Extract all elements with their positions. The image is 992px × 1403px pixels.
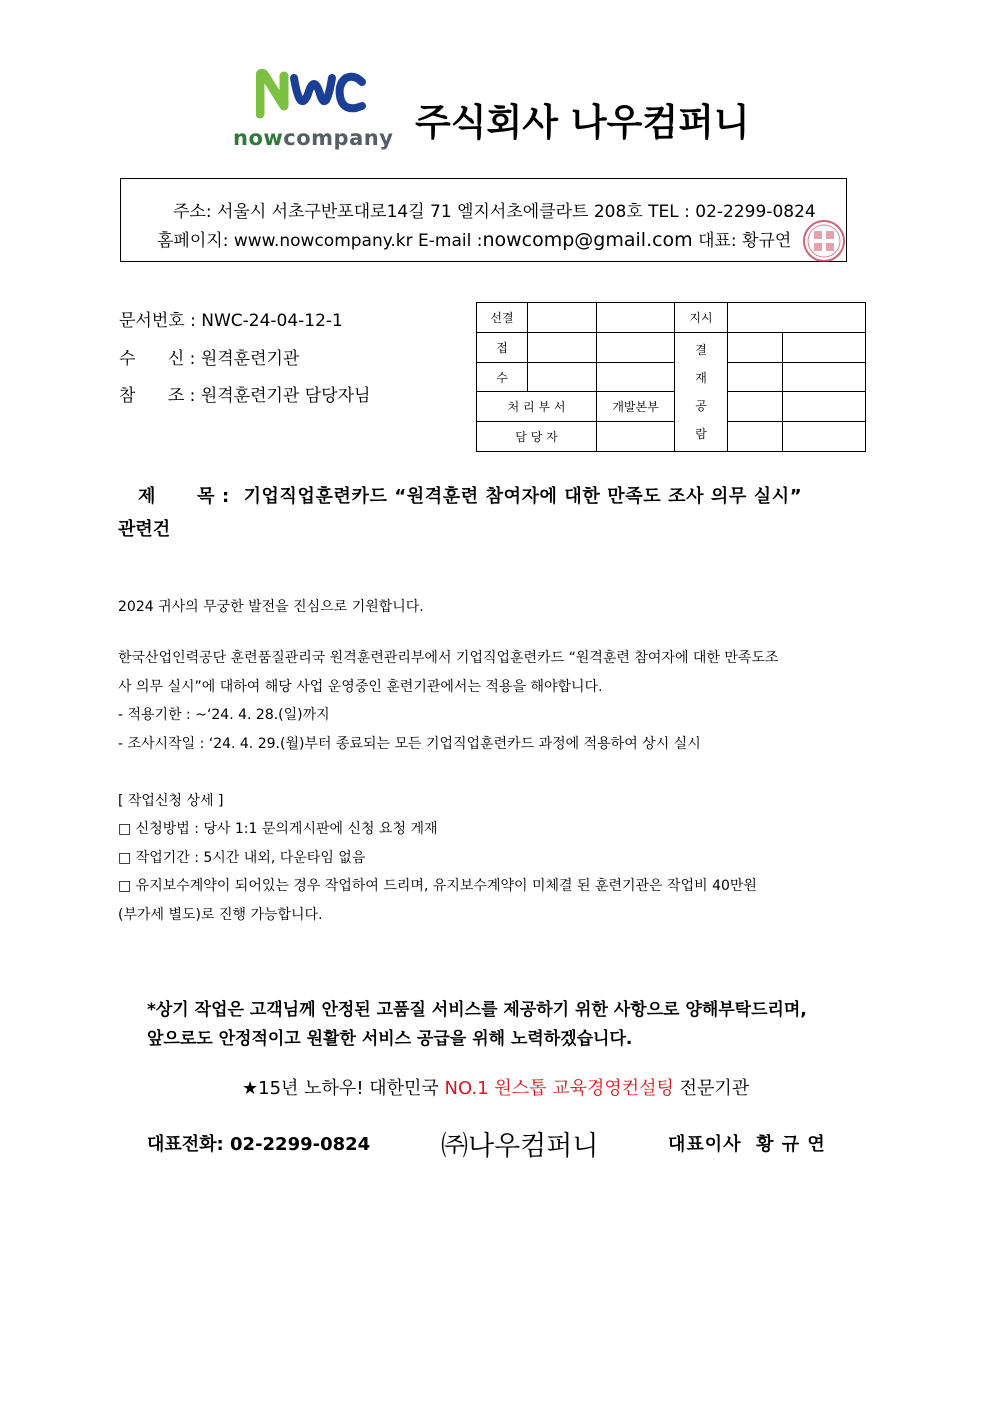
detail-item-maintenance: □ 유지보수계약이 되어있는 경우 작업하여 드리며, 유지보수계약이 미체결 된 훈련기관은 작업비 40만원 bbox=[118, 878, 757, 894]
decision-char-4: 람 bbox=[695, 427, 707, 441]
detail-item-maintenance-cont: (부가세 별도)로 진행 가능합니다. bbox=[118, 907, 323, 923]
body-paragraph-line-2: 사 의무 실시”에 대하여 해당 사업 운영중인 훈련기관에서는 적용을 해야합니다. bbox=[118, 679, 603, 695]
tagline-part-1: ★15년 노하우! 대한민국 bbox=[242, 1078, 445, 1099]
email-address[interactable]: nowcomp@gmail.com bbox=[482, 229, 693, 251]
tagline bbox=[242, 1074, 749, 1100]
cell-empty bbox=[528, 303, 597, 333]
cell-empty bbox=[728, 363, 783, 392]
decision-char-1: 결 bbox=[695, 343, 707, 357]
cell-receipt-2: 수 bbox=[477, 363, 528, 392]
cell-empty bbox=[728, 303, 866, 333]
cell-empty bbox=[728, 422, 783, 452]
homepage-email-line bbox=[157, 226, 791, 251]
decision-char-2: 재 bbox=[695, 371, 707, 385]
footer-company: ㈜나우컴퍼니 bbox=[441, 1131, 599, 1162]
cell-person-label: 담 당 자 bbox=[477, 422, 597, 452]
footer-ceo: 대표이사 황 규 연 bbox=[668, 1134, 826, 1155]
cell-empty bbox=[783, 333, 866, 363]
detail-heading: [ 작업신청 상세 ] bbox=[118, 793, 224, 809]
deadline-item: - 적용기한 : ~‘24. 4. 28.(일)까지 bbox=[118, 707, 330, 723]
reference-line bbox=[119, 381, 370, 406]
subject-line-1: 제 목 : 기업직업훈련카드 “원격훈련 참여자에 대한 만족도 조사 의무 실시” bbox=[138, 486, 803, 507]
cell-instruction-label: 지시 bbox=[675, 303, 728, 333]
cell-empty bbox=[528, 333, 597, 363]
company-name-title: 주식회사 나우컴퍼니 bbox=[415, 101, 750, 144]
cell-empty bbox=[728, 333, 783, 363]
body-paragraph-line-1: 한국산업인력공단 훈련품질관리국 원격훈련관리부에서 기업직업훈련카드 “원격훈련 참여자에 대한 만족도조 bbox=[118, 650, 779, 666]
document-number: 문서번호 : NWC-24-04-12-1 bbox=[119, 311, 343, 331]
logo-wordmark: nowcompany bbox=[233, 126, 394, 150]
recipient-value: : 원격훈련기관 bbox=[184, 349, 300, 369]
nwc-logo-mark-icon bbox=[256, 68, 366, 120]
homepage-label: 홈페이지: www.nowcompany.kr E-mail : bbox=[157, 231, 483, 251]
cell-empty bbox=[783, 422, 866, 452]
cell-empty bbox=[597, 422, 675, 452]
tagline-highlight: NO.1 원스톱 교육경영컨설팅 bbox=[444, 1078, 674, 1099]
reference-value: : 원격훈련기관 담당자님 bbox=[184, 386, 371, 406]
detail-item-method: □ 신청방법 : 당사 1:1 문의게시판에 신청 요청 게재 bbox=[118, 821, 438, 837]
reference-label: 참 조 bbox=[119, 386, 185, 406]
contact-box bbox=[120, 178, 847, 262]
address-line: 주소: 서울시 서초구반포대로14길 71 엘지서초에클라트 208호 TEL : 02-2299-0824 bbox=[173, 202, 816, 222]
start-date-item: - 조사시작일 : ‘24. 4. 29.(월)부터 종료되는 모든 기업직업훈련카드 과정에 적용하여 상시 실시 bbox=[118, 736, 701, 752]
recipient-label: 수 신 bbox=[119, 349, 185, 369]
cell-decision-label bbox=[675, 333, 728, 452]
cell-empty bbox=[528, 363, 597, 392]
cell-empty bbox=[783, 363, 866, 392]
detail-item-duration: □ 작업기간 : 5시간 내외, 다운타임 없음 bbox=[118, 850, 366, 866]
company-seal-icon bbox=[802, 219, 846, 263]
cell-empty bbox=[597, 333, 675, 363]
cell-dept-label: 처 리 부 서 bbox=[477, 392, 597, 422]
cell-empty bbox=[783, 392, 866, 422]
footer-phone: 대표전화: 02-2299-0824 bbox=[147, 1134, 371, 1155]
cell-dept-value: 개발본부 bbox=[597, 392, 675, 422]
subject-line-2: 관련건 bbox=[118, 519, 171, 540]
cell-empty bbox=[728, 392, 783, 422]
cell-receipt-1: 접 bbox=[477, 333, 528, 363]
recipient-line bbox=[119, 344, 299, 369]
approval-table bbox=[476, 302, 865, 451]
notice-line-1: *상기 작업은 고객님께 안정된 고품질 서비스를 제공하기 위한 사항으로 양해부탁드리며, bbox=[147, 1000, 807, 1020]
company-logo bbox=[228, 68, 393, 158]
representative-label: 대표: 황규연 bbox=[692, 231, 792, 251]
greeting: 2024 귀사의 무궁한 발전을 진심으로 기원합니다. bbox=[118, 599, 424, 615]
cell-empty bbox=[597, 363, 675, 392]
decision-char-3: 공 bbox=[695, 399, 707, 413]
tagline-part-3: 전문기관 bbox=[673, 1078, 750, 1099]
cell-empty bbox=[597, 303, 675, 333]
notice-line-2: 앞으로도 안정적이고 원활한 서비스 공급을 위해 노력하겠습니다. bbox=[147, 1029, 633, 1049]
cell-line-label: 선결 bbox=[477, 303, 528, 333]
